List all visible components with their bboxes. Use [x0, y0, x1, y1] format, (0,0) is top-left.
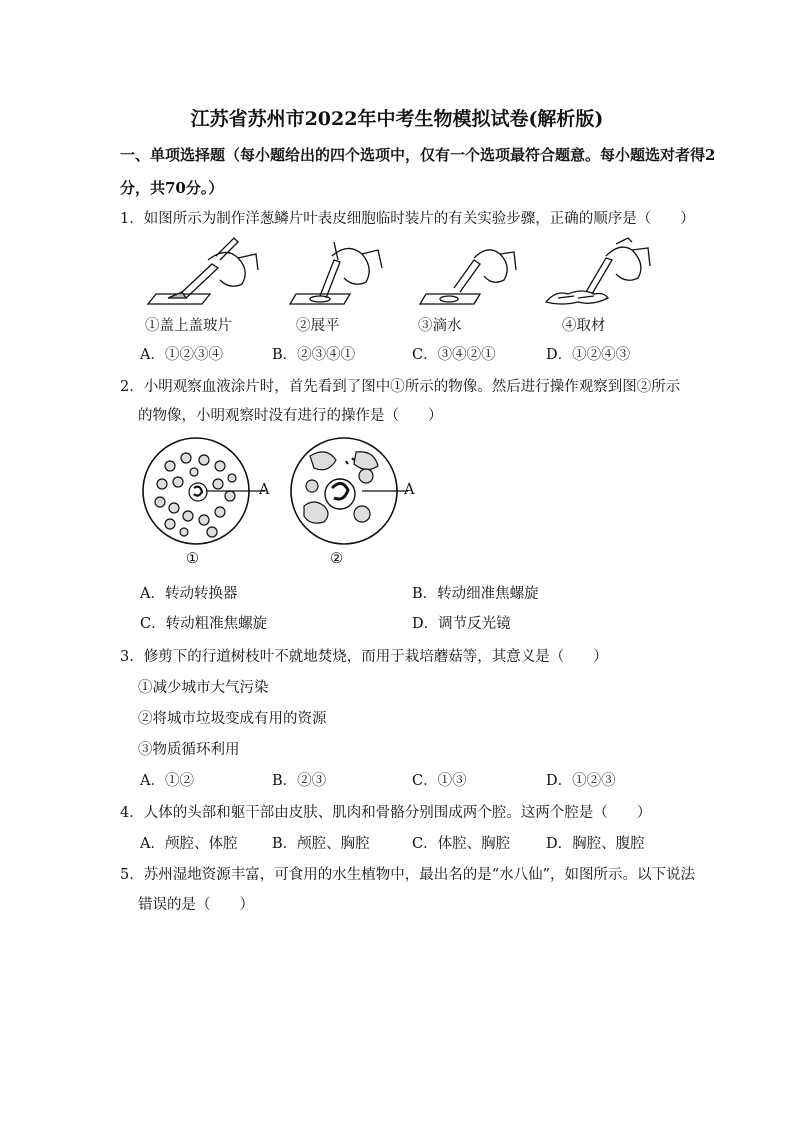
question-5-stem-line2: 错误的是（ ）: [138, 897, 254, 913]
page-title: 江苏省苏州市2022年中考生物模拟试卷(解析版): [190, 108, 604, 130]
q2-figure-label-2: ②: [330, 551, 343, 567]
section-heading-line2: 分，共70分。）: [120, 179, 224, 197]
q1-caption-4: ④取材: [562, 318, 606, 334]
q1-option-b: B．②③④①: [272, 347, 356, 363]
q1-caption-1: ①盖上盖玻片: [145, 318, 232, 334]
q2-label-a-2: A: [404, 482, 415, 498]
q3-option-b: B．②③: [272, 773, 327, 789]
q4-option-c: C．体腔、胸腔: [412, 836, 511, 852]
take-material-figure: [546, 238, 650, 304]
q2-figure-label-1: ①: [186, 551, 199, 567]
spread-figure: [290, 242, 382, 304]
q4-option-b: B．颅腔、胸腔: [272, 836, 370, 852]
q1-option-d: D．①②④③: [546, 347, 631, 363]
q1-caption-2: ②展平: [296, 318, 340, 334]
field-1: [143, 438, 265, 544]
q3-option-c: C．①③: [412, 773, 467, 789]
q3-item-3: ③物质循环利用: [138, 742, 240, 758]
question-5-stem-line1: 5．苏州湿地资源丰富，可食用的水生植物中，最出名的是“水八仙”，如图所示。以下说法: [120, 867, 696, 883]
question-3-stem: 3．修剪下的行道树枝叶不就地焚烧，而用于栽培蘑菇等，其意义是（ ）: [120, 649, 608, 665]
section-heading-line1: 一、单项选择题（每小题给出的四个选项中，仅有一个选项最符合题意。每小题选对者得2: [120, 146, 716, 164]
q1-caption-3: ③滴水: [418, 318, 462, 334]
field-2: [291, 438, 408, 544]
q2-option-c: C．转动粗准焦螺旋: [140, 616, 268, 632]
q2-microscope-figures: [140, 436, 430, 546]
q4-option-a: A．颅腔、体腔: [140, 836, 238, 852]
q2-option-d: D．调节反光镜: [412, 616, 511, 632]
q1-option-c: C．③④②①: [412, 347, 496, 363]
q4-option-d: D．胸腔、腹腔: [546, 836, 645, 852]
cover-slip-figure: [148, 238, 258, 304]
question-2-stem-line2: 的物像，小明观察时没有进行的操作是（ ）: [138, 408, 443, 424]
q1-step-figures: [138, 236, 668, 308]
q1-option-a: A．①②③④: [140, 347, 223, 363]
question-2-stem-line1: 2．小明观察血液涂片时，首先看到了图中①所示的物像。然后进行操作观察到图②所示: [120, 379, 681, 395]
question-4-stem: 4．人体的头部和躯干部由皮肤、肌肉和骨骼分别围成两个腔。这两个腔是（ ）: [120, 805, 652, 821]
q2-label-a-1: A: [259, 482, 270, 498]
q2-option-a: A．转动转换器: [140, 586, 238, 602]
q3-option-a: A．①②: [140, 773, 194, 789]
drop-water-figure: [420, 250, 516, 304]
q3-item-1: ①减少城市大气污染: [138, 680, 269, 696]
q3-option-d: D．①②③: [546, 773, 616, 789]
q3-item-2: ②将城市垃圾变成有用的资源: [138, 711, 327, 727]
q2-option-b: B．转动细准焦螺旋: [412, 586, 539, 602]
question-1-stem: 1．如图所示为制作洋葱鳞片叶表皮细胞临时装片的有关实验步骤，正确的顺序是（ ）: [120, 211, 695, 227]
